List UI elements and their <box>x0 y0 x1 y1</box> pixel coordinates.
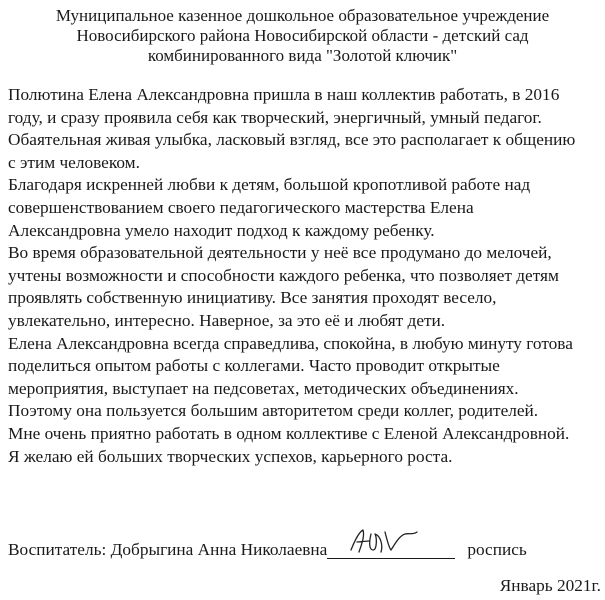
body-line: увлекательно, интересно. Наверное, за это её и любят дети. <box>8 310 446 330</box>
body-line: учтены возможности и способности каждого ребенка, что позволяет детям <box>8 265 559 285</box>
body-line: проявлять собственную инициативу. Все занятия проходят весело, <box>8 288 497 308</box>
document-date: Январь 2021г. <box>499 576 601 595</box>
signature-line <box>8 538 603 561</box>
header-line: Муниципальное казенное дошкольное образовательное учреждение <box>55 6 550 25</box>
body-line: с этим человеком. <box>8 152 140 172</box>
signature-field <box>327 538 455 559</box>
body-line: Елена Александровна всегда справедлива, спокойна, в любую минуту готова <box>8 333 573 353</box>
body-line: Во время образовательной деятельности у неё все продумано до мелочей, <box>8 243 552 263</box>
signature-caption: роспись <box>467 540 527 559</box>
institution-header <box>0 6 605 66</box>
body-line: поделиться опытом работы с коллегами. Часто проводит открытые <box>8 356 500 376</box>
header-line: комбинированного вида "Золотой ключик" <box>147 46 458 65</box>
body-line: году, и сразу проявила себя как творческий, энергичный, умный педагог. <box>8 107 542 127</box>
body-line: Александровна умело находит подход к каждому ребенку. <box>8 220 435 240</box>
body-line: мероприятия, выступает на педсоветах, методических объединениях. <box>8 378 519 398</box>
header-line: Новосибирского района Новосибирской области - детский сад <box>76 26 529 45</box>
body-line: Поэтому она пользуется большим авторитетом среди коллег, родителей. <box>8 401 539 421</box>
body-line: Благодаря искренней любви к детям, большой кропотливой работе над <box>8 175 531 195</box>
signer-name: Воспитатель: Добрыгина Анна Николаевна <box>8 540 328 559</box>
body-line: Обаятельная живая улыбка, ласковый взгляд, все это располагает к общению <box>8 130 576 150</box>
body-line: Мне очень приятно работать в одном коллективе с Еленой Александровной. <box>8 423 570 443</box>
body-line: совершенствованием своего педагогического мастерства Елена <box>8 197 474 217</box>
body-line: Я желаю ей больших творческих успехов, карьерного роста. <box>8 446 453 466</box>
handwritten-signature <box>347 526 419 556</box>
body-line: Полютина Елена Александровна пришла в наш коллектив работать, в 2016 <box>8 85 560 104</box>
letter-body <box>8 84 603 468</box>
